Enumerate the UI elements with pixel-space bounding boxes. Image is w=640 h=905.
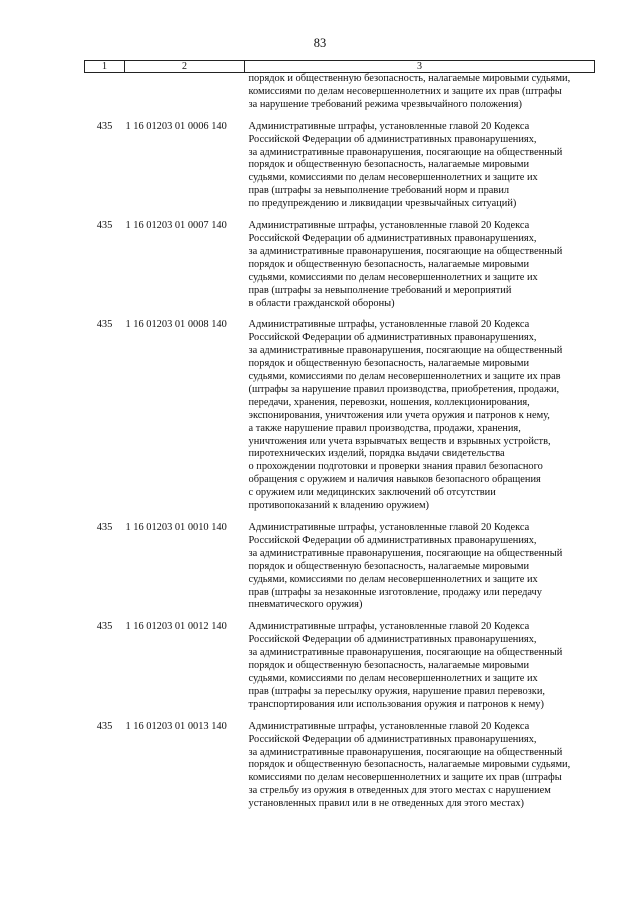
description-line: Российской Федерации об административных правонарушениях, xyxy=(248,534,537,546)
admin-code-cell: 435 xyxy=(96,621,113,633)
description-line: по предупреждению и ликвидации чрезвычайных ситуаций) xyxy=(248,198,517,210)
description-cell xyxy=(245,73,595,112)
row-spacer xyxy=(85,612,595,621)
admin-code-cell: 435 xyxy=(96,120,113,132)
description-line: (штрафы за нарушение правил производства, приобретения, продажи, xyxy=(248,383,560,395)
description-line: передачи, хранения, перевозки, ношения, коллекционирования, xyxy=(248,396,530,408)
row-spacer xyxy=(85,310,595,319)
budget-classification-code-cell: 1 16 01203 01 0007 140 xyxy=(125,220,227,232)
description-line: противопоказаний к владению оружием) xyxy=(248,500,429,512)
description-line: судьями, комиссиями по делам несовершеннолетних и защите их xyxy=(248,672,538,684)
budget-classification-code-cell: 1 16 01203 01 0006 140 xyxy=(125,120,227,132)
description-line: комиссиями по делам несовершеннолетних и защите их прав (штрафы xyxy=(248,85,562,97)
description-line: Административные штрафы, установленные главой 20 Кодекса xyxy=(248,522,530,533)
description-line: за нарушение требований режима чрезвычайного положения) xyxy=(248,98,522,110)
description-line: уничтожения или учета взрывчатых веществ и взрывных устройств, xyxy=(248,435,551,447)
budget-classification-code-cell: 1 16 01203 01 0012 140 xyxy=(125,621,227,633)
description-line: Российской Федерации об административных правонарушениях, xyxy=(248,332,537,344)
description-line: Российской Федерации об административных правонарушениях, xyxy=(248,634,537,646)
description-line: о прохождении подготовки и проверки знания правил безопасного xyxy=(248,461,543,473)
description-cell xyxy=(245,621,595,711)
description-line: за административные правонарушения, посягающие на общественный xyxy=(248,345,563,357)
description-line: за стрельбу из оружия в отведенных для этого местах с нарушением xyxy=(248,785,551,797)
description-line: в области гражданской обороны) xyxy=(248,297,395,309)
admin-code-cell: 435 xyxy=(96,522,113,533)
table-body xyxy=(85,73,595,812)
description-line: с оружием или медицинских заключений об отсутствии xyxy=(248,487,496,499)
budget-classification-code-cell: 1 16 01203 01 0010 140 xyxy=(125,522,227,533)
description-line: обращения с оружием и наличия навыков безопасного обращения xyxy=(248,474,541,486)
table-row xyxy=(85,721,595,811)
admin-code-cell: 435 xyxy=(96,319,113,331)
description-line: за административные правонарушения, посягающие на общественный xyxy=(248,146,563,158)
description-line: а также нарушение правил производства, продажи, хранения, xyxy=(248,422,521,434)
column-header-3: 3 xyxy=(245,61,595,73)
description-line: порядок и общественную безопасность, налагаемые мировыми судьями, xyxy=(248,73,571,84)
description-line: Административные штрафы, установленные главой 20 Кодекса xyxy=(248,120,530,132)
description-line: прав (штрафы за невыполнение требований и мероприятий xyxy=(248,284,512,296)
table-row xyxy=(85,522,595,612)
description-line: Российской Федерации об административных правонарушениях, xyxy=(248,232,537,244)
description-line: за административные правонарушения, посягающие на общественный xyxy=(248,245,563,257)
description-line: Административные штрафы, установленные главой 20 Кодекса xyxy=(248,319,530,331)
description-line: пневматического оружия) xyxy=(248,599,363,611)
description-line: комиссиями по делам несовершеннолетних и защите их прав (штрафы xyxy=(248,772,562,784)
description-cell xyxy=(245,522,595,612)
page-number: 83 xyxy=(313,36,327,50)
description-line: Российской Федерации об административных правонарушениях, xyxy=(248,733,537,745)
admin-code-cell: 435 xyxy=(96,220,113,232)
description-line: пиротехнических изделий, порядка выдачи свидетельства xyxy=(248,448,505,460)
description-line: судьями, комиссиями по делам несовершеннолетних и защите их xyxy=(248,271,538,283)
description-line: Административные штрафы, установленные главой 20 Кодекса xyxy=(248,220,530,232)
description-line: порядок и общественную безопасность, налагаемые мировыми xyxy=(248,560,530,572)
column-header-1: 1 xyxy=(85,61,125,73)
row-spacer xyxy=(85,211,595,220)
admin-code-cell: 435 xyxy=(96,720,113,732)
description-line: прав (штрафы за невыполнение требований норм и правил xyxy=(248,185,510,197)
description-line: порядок и общественную безопасность, налагаемые мировыми xyxy=(248,660,530,672)
description-line: прав (штрафы за незаконные изготовление, продажу или передачу xyxy=(248,586,542,598)
description-cell xyxy=(245,121,595,211)
description-line: порядок и общественную безопасность, налагаемые мировыми xyxy=(248,258,530,270)
description-line: Административные штрафы, установленные главой 20 Кодекса xyxy=(248,720,530,732)
description-line: судьями, комиссиями по делам несовершеннолетних и защите их xyxy=(248,573,538,585)
description-line: судьями, комиссиями по делам несовершеннолетних и защите их xyxy=(248,172,538,184)
table-row xyxy=(85,621,595,711)
budget-classification-code-cell xyxy=(125,73,245,112)
row-spacer xyxy=(85,112,595,121)
description-line: судьями, комиссиями по делам несовершеннолетних и защите их прав xyxy=(248,371,561,383)
admin-code-cell xyxy=(85,73,125,112)
description-line: за административные правонарушения, посягающие на общественный xyxy=(248,647,563,659)
description-line: установленных правил или в не отведенных для этого местах) xyxy=(248,798,525,810)
table-header-row xyxy=(85,61,595,73)
row-spacer xyxy=(85,513,595,522)
description-cell xyxy=(245,721,595,811)
description-line: порядок и общественную безопасность, налагаемые мировыми судьями, xyxy=(248,759,571,771)
description-line: прав (штрафы за пересылку оружия, нарушение правил перевозки, xyxy=(248,685,545,697)
description-line: Административные штрафы, установленные главой 20 Кодекса xyxy=(248,621,530,633)
budget-classification-code-cell: 1 16 01203 01 0008 140 xyxy=(125,319,227,331)
description-line: Российской Федерации об административных правонарушениях, xyxy=(248,133,537,145)
description-line: порядок и общественную безопасность, налагаемые мировыми xyxy=(248,358,530,370)
description-line: порядок и общественную безопасность, налагаемые мировыми xyxy=(248,159,530,171)
description-cell xyxy=(245,319,595,513)
table-row xyxy=(85,121,595,211)
description-cell xyxy=(245,220,595,310)
description-line: транспортирования или использования оружия и патронов к нему) xyxy=(248,698,544,710)
budget-code-table xyxy=(84,60,595,811)
description-line: за административные правонарушения, посягающие на общественный xyxy=(248,547,563,559)
table-row xyxy=(85,220,595,310)
description-line: экспонирования, уничтожения или учета оружия и патронов к нему, xyxy=(248,409,550,421)
row-spacer xyxy=(85,712,595,721)
table-row xyxy=(85,73,595,112)
column-header-2: 2 xyxy=(125,61,245,73)
description-line: за административные правонарушения, посягающие на общественный xyxy=(248,746,563,758)
table-row xyxy=(85,319,595,513)
budget-classification-code-cell: 1 16 01203 01 0013 140 xyxy=(125,720,227,732)
